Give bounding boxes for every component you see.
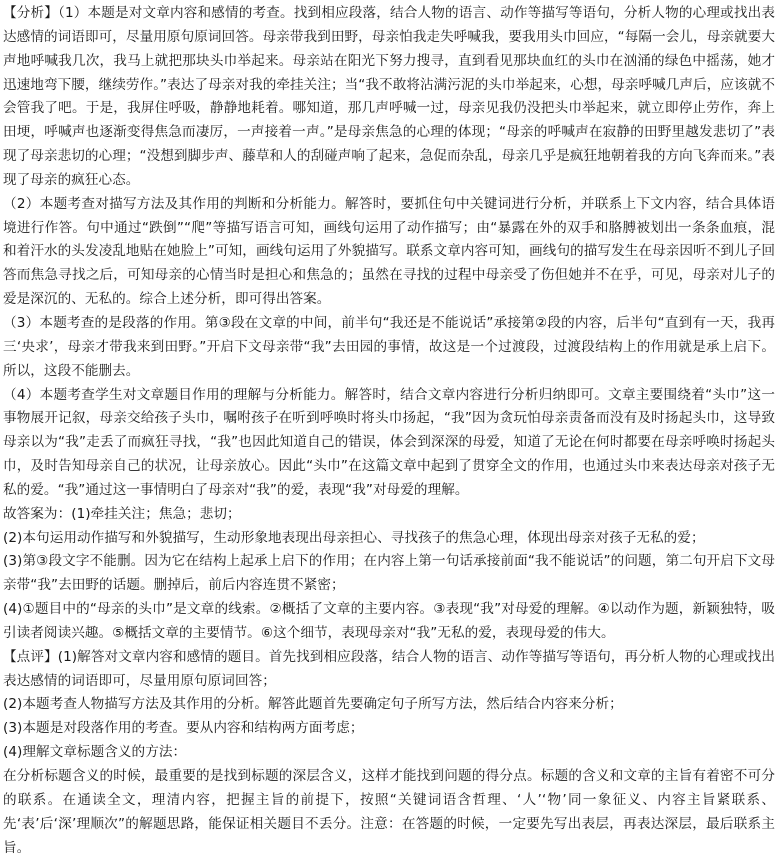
comment-line-3: (3)本题是对段落作用的考查。要从内容和结构两方面考虑； [3, 720, 364, 737]
analysis-paragraph-1: 【分析】（1）本题是对文章内容和感情的考查。找到相应段落，结合人物的语言、动作等描写等语句，分析人物的心理或找出表达感情的词语即可，尽量用原句原词回答。母亲带我到田野，母亲怕我走失呼喊我，要我用头巾回应，“每隔一会儿，母亲就要大声地呼喊我几次，我马上就把那块头巾举起来。母亲站在阳光下努力搜寻，直到看见那块血红的头巾在汹涌的绿色中摇荡，她才迅速地弯下腰，继续劳作。”表达了母亲对我的牵挂关注；当“我不敢将沾满污泥的头巾举起来，心想，母亲呼喊几声后，应该就不会管我了吧。于是，我屏住呼吸，静静地耗着。哪知道，那几声呼喊一过，母亲见我仍没把头巾举起来，就立即停止劳作，奔上田埂，呼喊声也逐渐变得焦急而凄厉，一声接着一声。”是母亲焦急的心理的体现；“母亲的呼喊声在寂静的田野里越发悲切了”表现了母亲悲切的心理；“没想到脚步声、藤草和人的刮碰声响了起来，急促而杂乱，母亲几乎是疯狂地朝着我的方向飞奔而来。”表现了母亲的疯狂心态。 [3, 5, 775, 188]
answer-line-1: 故答案为：(1)牵挂关注；焦急；悲切； [3, 505, 241, 522]
analysis-paragraph-3: （3）本题考查的是段落的作用。第③段在文章的中间，前半句“我还是不能说话”承接第②段的内容，后半句“直到有一天，我再三‘央求’，母亲才带我来到田野。”开启下文母亲带“我”去田园的事情，故这是一个过渡段，过渡段结构上的作用就是承上启下。所以，这段不能删去。 [3, 314, 775, 379]
analysis-paragraph-2: （2）本题考查对描写方法及其作用的判断和分析能力。解答时，要抓住句中关键词进行分析，并联系上下文内容，结合具体语境进行作答。句中通过“跌倒”“爬”等描写语言可知，画线句运用了动作描写；由“暴露在外的双手和胳膊被划出一条条血痕，混和着汗水的头发凌乱地贴在她脸上”可知，画线句运用了外貌描写。联系文章内容可知，画线句的描写发生在母亲因听不到儿子回答而焦急寻找之后，可知母亲的心情当时是担心和焦急的；虽然在寻找的过程中母亲受了伤但她并不在乎，可见，母亲对儿子的爱是深沉的、无私的。综合上述分析，即可得出答案。 [3, 195, 775, 308]
answer-line-2: (2)本句运用动作描写和外貌描写，生动形象地表现出母亲担心、寻找孩子的焦急心理，体现出母亲对孩子无私的爱； [3, 529, 705, 546]
comment-line-4: (4)理解文章标题含义的方法： [3, 744, 187, 761]
document-body [3, 2, 775, 860]
analysis-paragraph-4: （4）本题考查学生对文章题目作用的理解与分析能力。解答时，结合文章内容进行分析归纳即可。文章主要围绕着“头巾”这一事物展开记叙，母亲交给孩子头巾，嘱咐孩子在听到呼唤时将头巾扬起，“我”因为贪玩怕母亲责备而没有及时扬起头巾，这导致母亲以为“我”走丢了而疯狂寻找，“我”也因此知道自己的错误，体会到深深的母爱，知道了无论在何时都要在母亲呼唤时扬起头巾，及时告知母亲自己的状况，让母亲放心。因此“头巾”在这篇文章中起到了贯穿全文的作用，也通过头巾来表达母亲对孩子无私的爱。“我”通过这一事情明白了母亲对“我”的爱，表现“我”对母爱的理解。 [3, 386, 775, 498]
comment-line-5: 在分析标题含义的时候，最重要的是找到标题的深层含义，这样才能找到问题的得分点。标题的含义和文章的主旨有着密不可分的联系。在通读全文，理清内容，把握主旨的前提下，按照“关键词语含哲理、‘人’‘物’同一象征义、内容主旨紧联系、先‘表’后‘深’理顺次”的解题思路，能保证相关题目不丢分。注意：在答题的时候，一定要先写出表层，再表达深层，最后联系主旨。 [3, 768, 775, 856]
comment-line-2: (2)本题考查人物描写方法及其作用的分析。解答此题首先要确定句子所写方法，然后结合内容来分析； [3, 696, 623, 713]
answer-line-3: (3)第③段文字不能删。因为它在结构上起承上启下的作用；在内容上第一句话承接前面“我不能说话”的问题，第二句开启下文母亲带“我”去田野的话题。删掉后，前后内容连贯不紧密； [3, 553, 775, 594]
answer-line-4: (4)①题目中的“母亲的头巾”是文章的线索。②概括了文章的主要内容。③表现“我”对母爱的理解。④以动作为题，新颖独特，吸引读者阅读兴趣。⑤概括文章的主要情节。⑥这个细节，表现母亲对“我”无私的爱，表现母爱的伟大。 [3, 601, 775, 641]
comment-line-1: 【点评】(1)解答对文章内容和感情的题目。首先找到相应段落，结合人物的语言、动作等描写等语句，再分析人物的心理或找出表达感情的词语即可，尽量用原句原词回答； [3, 648, 775, 689]
